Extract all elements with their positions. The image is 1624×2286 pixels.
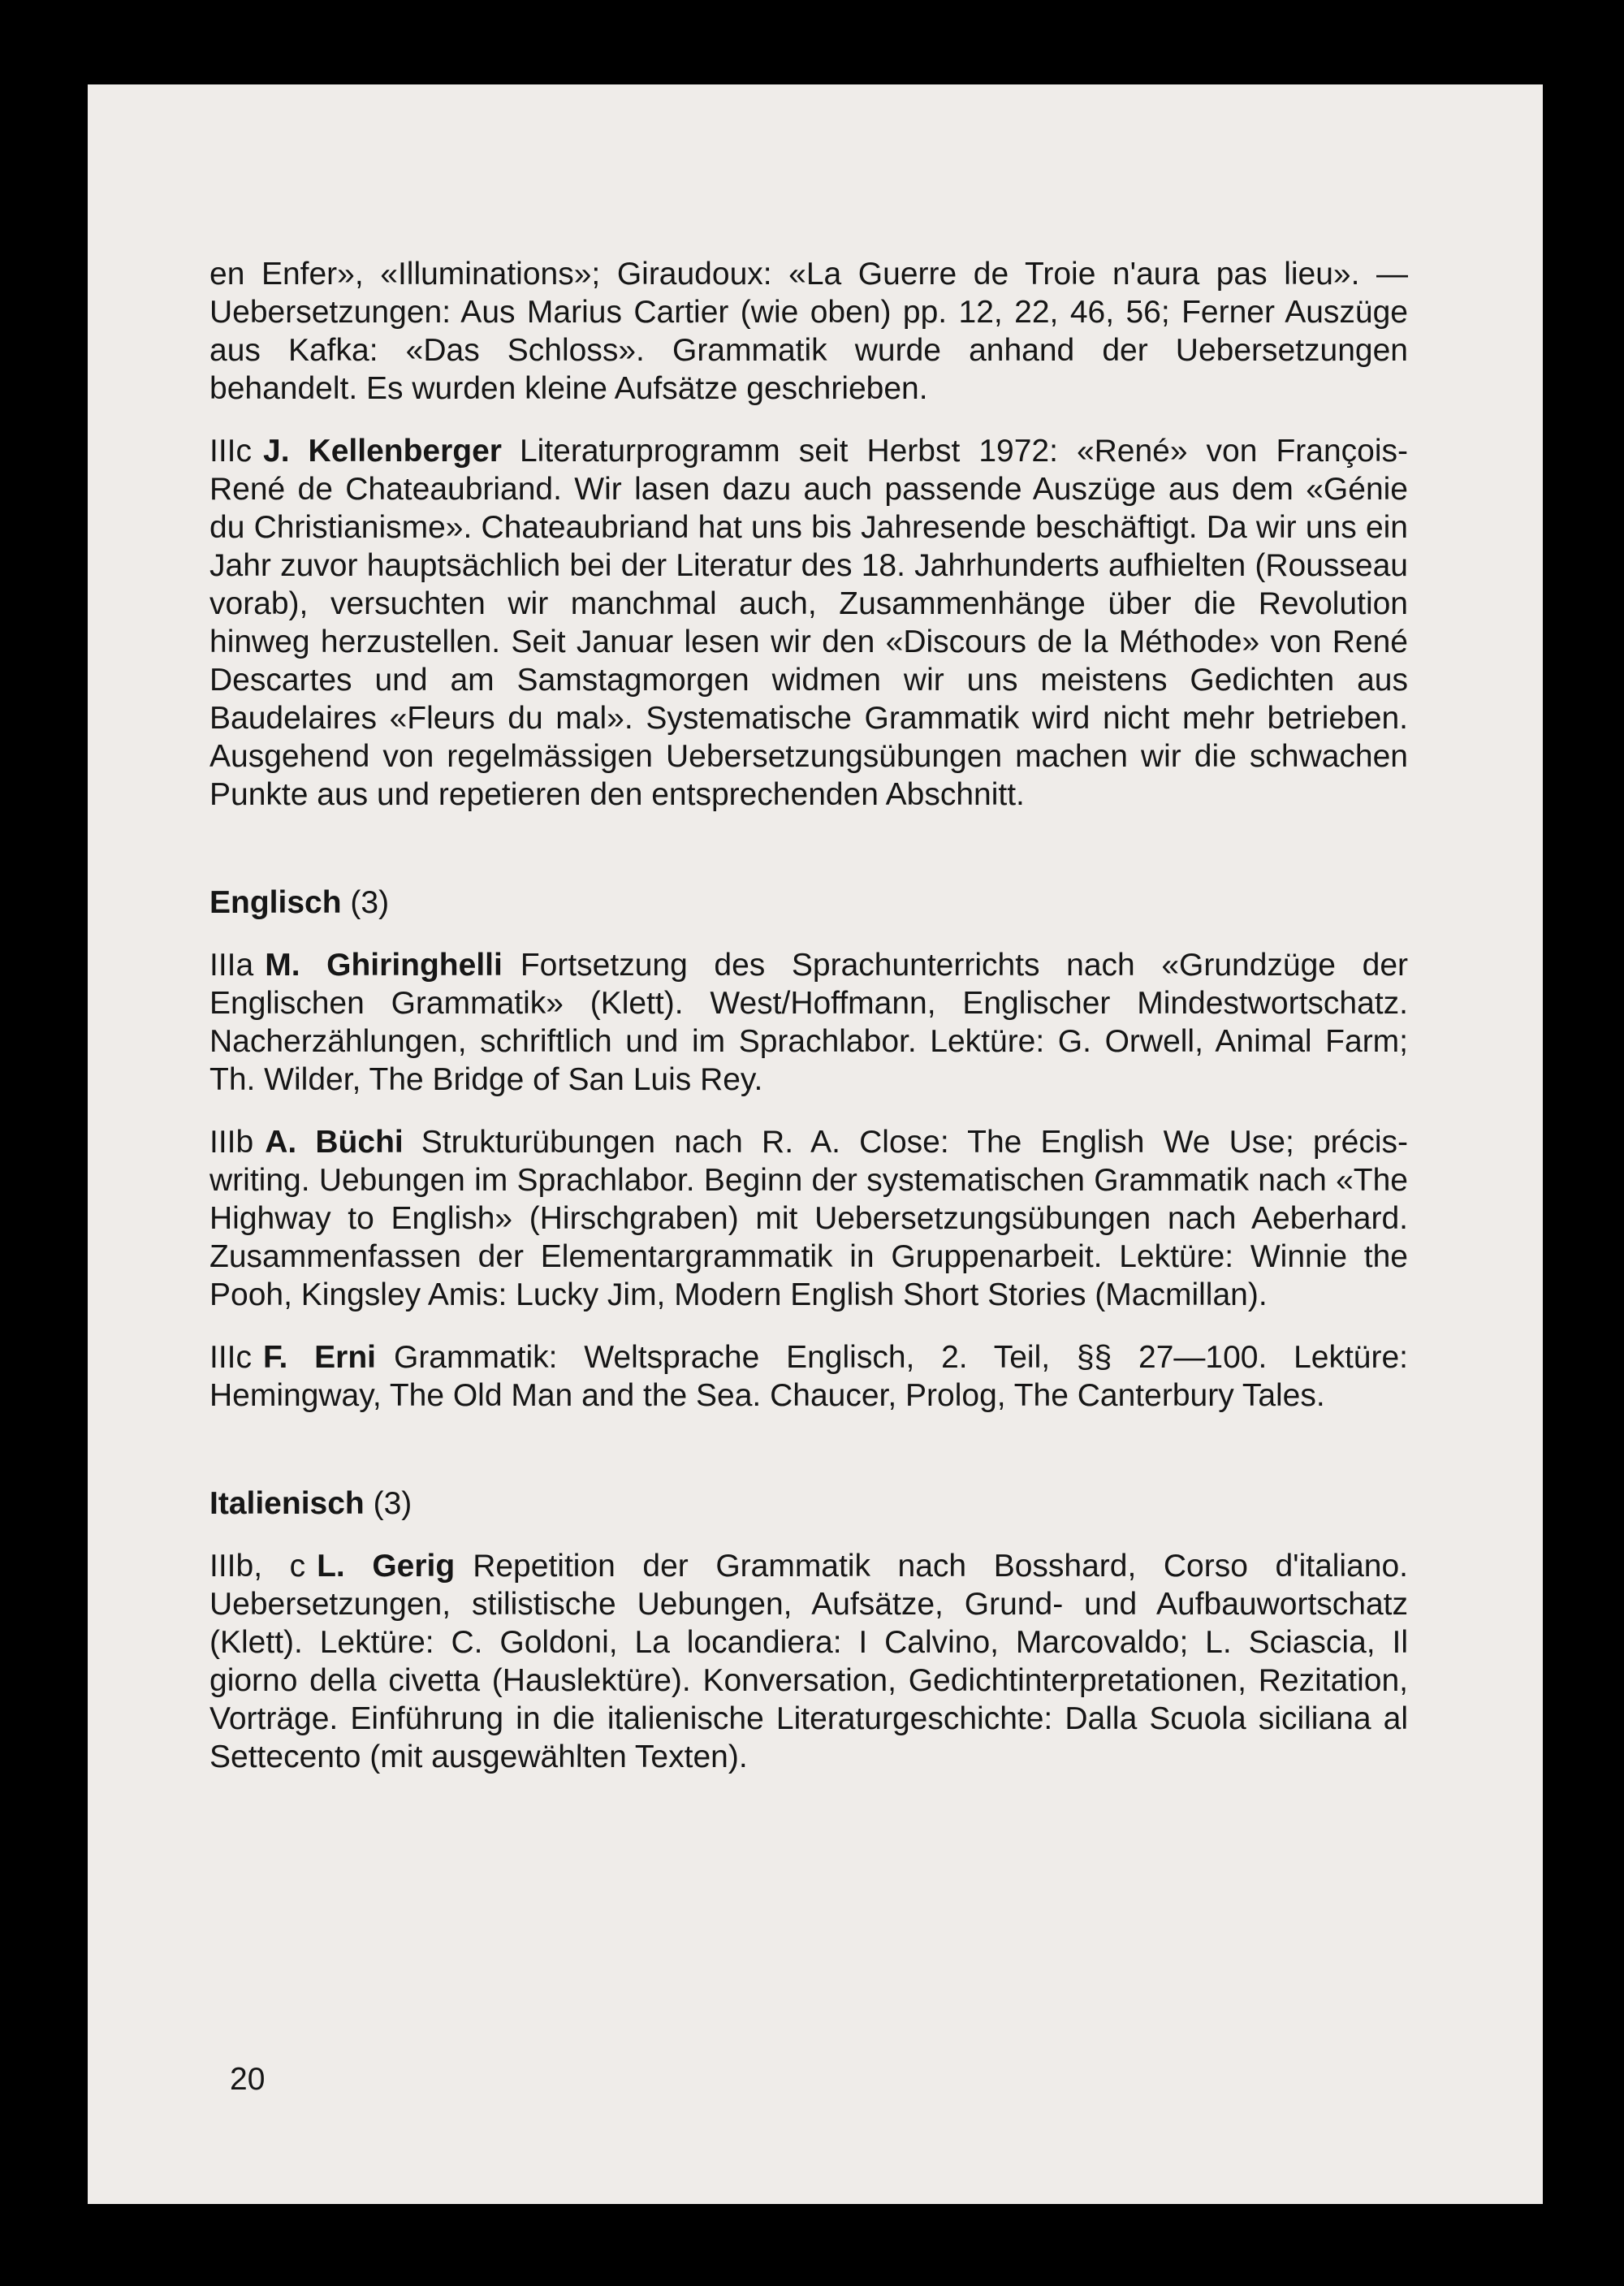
italian-iiibc-entry (209, 1547, 1408, 1776)
class-label: IIIb (209, 1125, 254, 1160)
teacher-name: L. Gerig (317, 1549, 456, 1584)
entry-text: Fortsetzung des Sprachunterrichts nach «Grundzüge der Englischen Grammatik» (Klett). West/Hoffmann, Englischer Mindestwortschatz. Nacherzählungen, schriftlich und im Sprachlabor. Lektüre: G. Orwell, Animal Farm; Th. Wilder, The Bridge of San Luis Rey. (209, 948, 1408, 1097)
subject-hours: (3) (350, 885, 390, 920)
teacher-name: M. Ghiringhelli (265, 948, 503, 983)
teacher-name: A. Büchi (265, 1125, 404, 1160)
english-heading (209, 884, 1408, 922)
teacher-name: F. Erni (263, 1340, 376, 1375)
subject-title: Englisch (209, 885, 342, 920)
page-number: 20 (230, 2062, 266, 2097)
subject-hours: (3) (373, 1486, 412, 1521)
page-content (209, 255, 1408, 1776)
class-label: IIIc (209, 1340, 253, 1375)
english-iiic-entry (209, 1338, 1408, 1415)
document-page (88, 84, 1543, 2204)
class-label: IIIa (209, 948, 254, 983)
teacher-name: J. Kellenberger (263, 434, 502, 469)
class-label: IIIc (209, 434, 253, 469)
entry-text: Strukturübungen nach R. A. Close: The English We Use; précis-writing. Uebungen im Sprachlabor. Beginn der systematischen Grammatik nach «The Highway to English» (Hirschgraben) mit Uebersetzungsübungen nach Aeberhard. Zusammenfassen der Elementargrammatik in Gruppenarbeit. Lektüre: Winnie the Pooh, Kingsley Amis: Lucky Jim, Modern English Short Stories (Macmillan). (209, 1125, 1408, 1312)
intro-paragraph-text: en Enfer», «Illuminations»; Giraudoux: «La Guerre de Troie n'aura pas lieu». — Uebersetzungen: Aus Marius Cartier (wie oben) pp. 12, 22, 46, 56; Ferner Auszüge aus Kafka: «Das Schloss». Grammatik wurde anhand der Uebersetzungen behandelt. Es wurden kleine Aufsätze geschrieben. (209, 257, 1408, 406)
entry-text: Grammatik: Weltsprache Englisch, 2. Teil, §§ 27—100. Lektüre: Hemingway, The Old Man and the Sea. Chaucer, Prolog, The Canterbury Tales. (209, 1340, 1408, 1413)
entry-text: Repetition der Grammatik nach Bosshard, Corso d'italiano. Uebersetzungen, stilistische Uebungen, Aufsätze, Grund- und Aufbauwortschatz (Klett). Lektüre: C. Goldoni, La locandiera: I Calvino, Marcovaldo; L. Sciascia, Il giorno della civetta (Hauslektüre). Konversation, Gedichtinterpretationen, Rezitation, Vorträge. Einführung in die italienische Literaturgeschichte: Dalla Scuola siciliana al Settecento (mit ausgewählten Texten). (209, 1549, 1409, 1774)
italian-heading (209, 1484, 1408, 1523)
english-iiia-entry (209, 946, 1408, 1099)
class-label: IIIb, c (209, 1549, 306, 1584)
english-iiib-entry (209, 1123, 1408, 1314)
intro-paragraph (209, 255, 1408, 408)
subject-title: Italienisch (209, 1486, 365, 1521)
entry-text: Literaturprogramm seit Herbst 1972: «René» von François-René de Chateaubriand. Wir lasen dazu auch passende Auszüge aus dem «Génie du Christianisme». Chateaubriand hat uns bis Jahresende beschäftigt. Da wir uns ein Jahr zuvor hauptsächlich bei der Literatur des 18. Jahrhunderts aufhielten (Rousseau vorab), versuchten wir manchmal auch, Zusammenhänge über die Revolution hinweg herzustellen. Seit Januar lesen wir den «Discours de la Méthode» von René Descartes und am Samstagmorgen widmen wir uns meistens Gedichten aus Baudelaires «Fleurs du mal». Systematische Grammatik wird nicht mehr betrieben. Ausgehend von regelmässigen Uebersetzungsübungen machen wir die schwachen Punkte aus und repetieren den entsprechenden Abschnitt. (209, 434, 1408, 812)
french-iiic-entry (209, 432, 1408, 814)
